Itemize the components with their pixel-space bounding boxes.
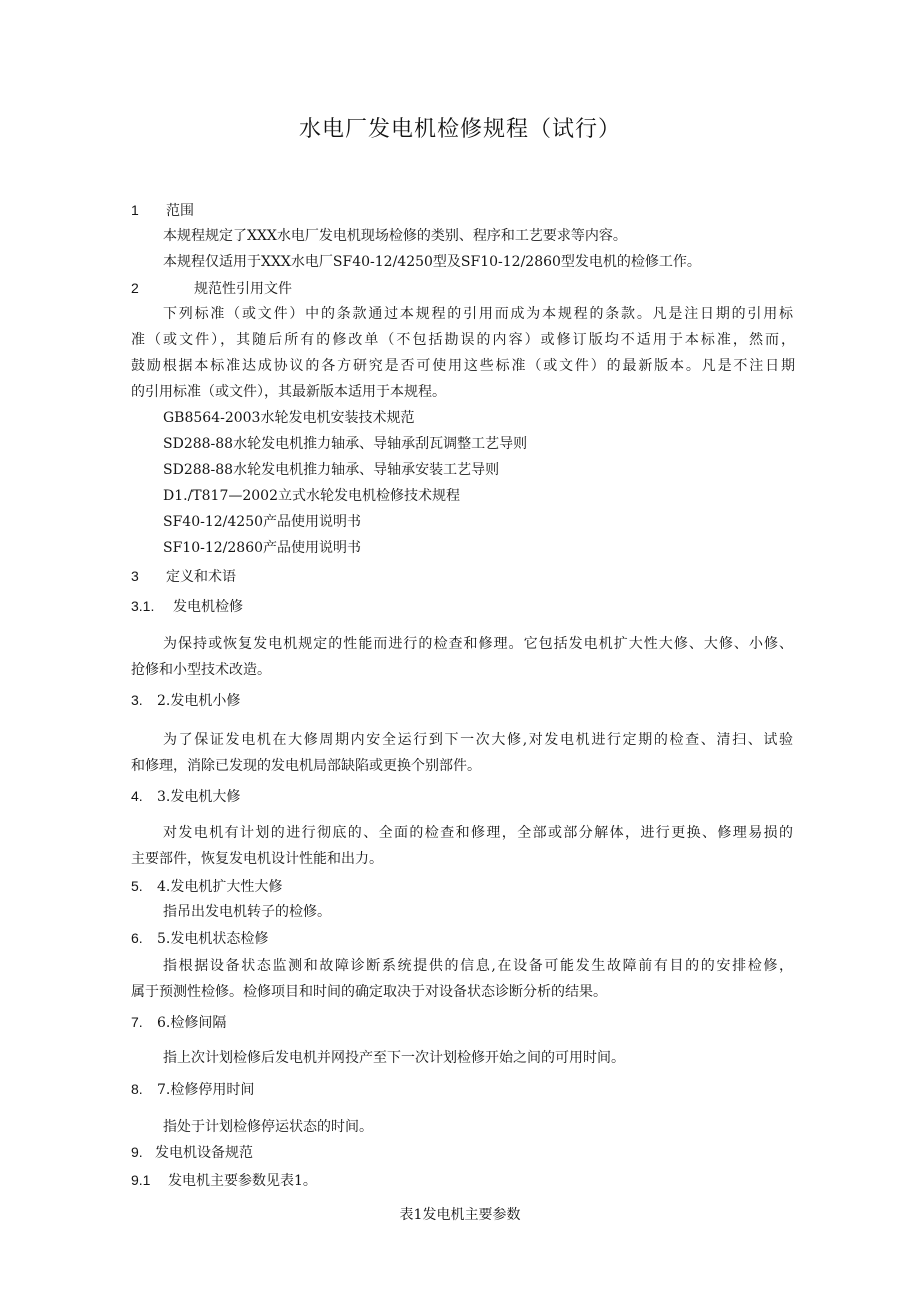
section-2-heading [131,278,292,299]
section-title: 范围 [166,203,194,219]
paragraph-line: 的引用标准（或文件），其最新版本适用于本规程。 [131,384,446,400]
definition-heading [131,876,282,897]
definition-heading [131,928,268,949]
reference-item: SF40-12/4250产品使用说明书 [163,514,362,530]
definition-heading [131,1079,254,1100]
paragraph-line: 下列标准（或文件）中的条款通过本规程的引用而成为本规程的条款。凡是注日期的引用标 [163,306,793,322]
definition-text: 指处于计划检修停运状态的时间。 [163,1119,373,1135]
definition-number: 6. [131,930,143,946]
table-caption: 表1发电机主要参数 [399,1207,521,1223]
paragraph-line: 准（或文件），其随后所有的修改单（不包括勘误的内容）或修订版均不适用于本标准，然而， [131,332,795,348]
definition-number: 3.1. [131,598,155,614]
paragraph: 本规程仅适用于XXX水电厂SF40-12/4250型及SF10-12/2860型发电机的检修工作。 [163,254,701,270]
section-title: 规范性引用文件 [194,281,292,297]
document-title: 水电厂发电机检修规程（试行） [298,117,621,142]
definition-text: 为保持或恢复发电机规定的性能而进行的检查和修理。它包括发电机扩大性大修、大修、小修、 [163,636,793,652]
section-1-heading [131,200,194,221]
section-number: 9. [131,1144,143,1160]
section-number: 1 [131,202,139,218]
reference-item: SF10-12/2860产品使用说明书 [163,540,362,556]
subsection-text: 发电机主要参数见表1。 [168,1173,317,1189]
definition-text: 指根据设备状态监测和故障诊断系统提供的信息,在设备可能发生故障前有目的的安排检修， [163,958,793,974]
reference-item: SD288-88水轮发电机推力轴承、导轴承刮瓦调整工艺导则 [163,436,528,452]
definition-number: 5. [131,878,143,894]
definition-text: 抢修和小型技术改造。 [131,662,271,678]
subsection-number: 9.1 [131,1172,151,1188]
reference-item: SD288-88水轮发电机推力轴承、导轴承安装工艺导则 [163,462,500,478]
definition-title: 7.检修停用时间 [157,1082,255,1098]
definition-text: 对发电机有计划的进行彻底的、全面的检查和修理，全部或部分解体，进行更换、修理易损的 [163,825,793,841]
definition-heading [131,596,243,617]
definition-text: 和修理，消除已发现的发电机局部缺陷或更换个别部件。 [131,758,481,774]
paragraph-line: 鼓励根据本标准达成协议的各方研究是否可使用这些标准（或文件）的最新版本。凡是不注日期 [131,358,795,374]
definition-heading [131,1012,226,1033]
definition-text: 属于预测性检修。检修项目和时间的确定取决于对设备状态诊断分析的结果。 [131,984,607,1000]
definition-text: 指吊出发电机转子的检修。 [163,904,331,920]
reference-item: GB8564-2003水轮发电机安装技术规范 [163,410,415,426]
definition-number: 7. [131,1014,143,1030]
definition-heading [131,690,240,711]
section-title: 发电机设备规范 [155,1145,253,1161]
section-title: 定义和术语 [166,569,236,585]
definition-text: 主要部件，恢复发电机设计性能和出力。 [131,851,383,867]
definition-title: 3.发电机大修 [157,789,241,805]
section-number: 2 [131,280,139,296]
section-3-heading [131,566,236,587]
definition-title: 发电机检修 [173,599,243,615]
paragraph: 本规程规定了XXX水电厂发电机现场检修的类别、程序和工艺要求等内容。 [163,228,627,244]
definition-title: 5.发电机状态检修 [157,931,269,947]
definition-number: 3. [131,692,143,708]
section-number: 3 [131,568,139,584]
definition-title: 2.发电机小修 [157,693,241,709]
section-9-heading [131,1142,253,1163]
definition-heading [131,786,240,807]
definition-number: 4. [131,788,143,804]
definition-number: 8. [131,1081,143,1097]
reference-item: D1./T817—2002立式水轮发电机检修技术规程 [163,488,460,504]
definition-text: 为了保证发电机在大修周期内安全运行到下一次大修,对发电机进行定期的检查、清扫、试验 [163,732,793,748]
definition-title: 6.检修间隔 [157,1015,227,1031]
definition-text: 指上次计划检修后发电机并网投产至下一次计划检修开始之间的可用时间。 [163,1050,625,1066]
subsection-9-1 [131,1170,317,1191]
definition-title: 4.发电机扩大性大修 [157,879,283,895]
